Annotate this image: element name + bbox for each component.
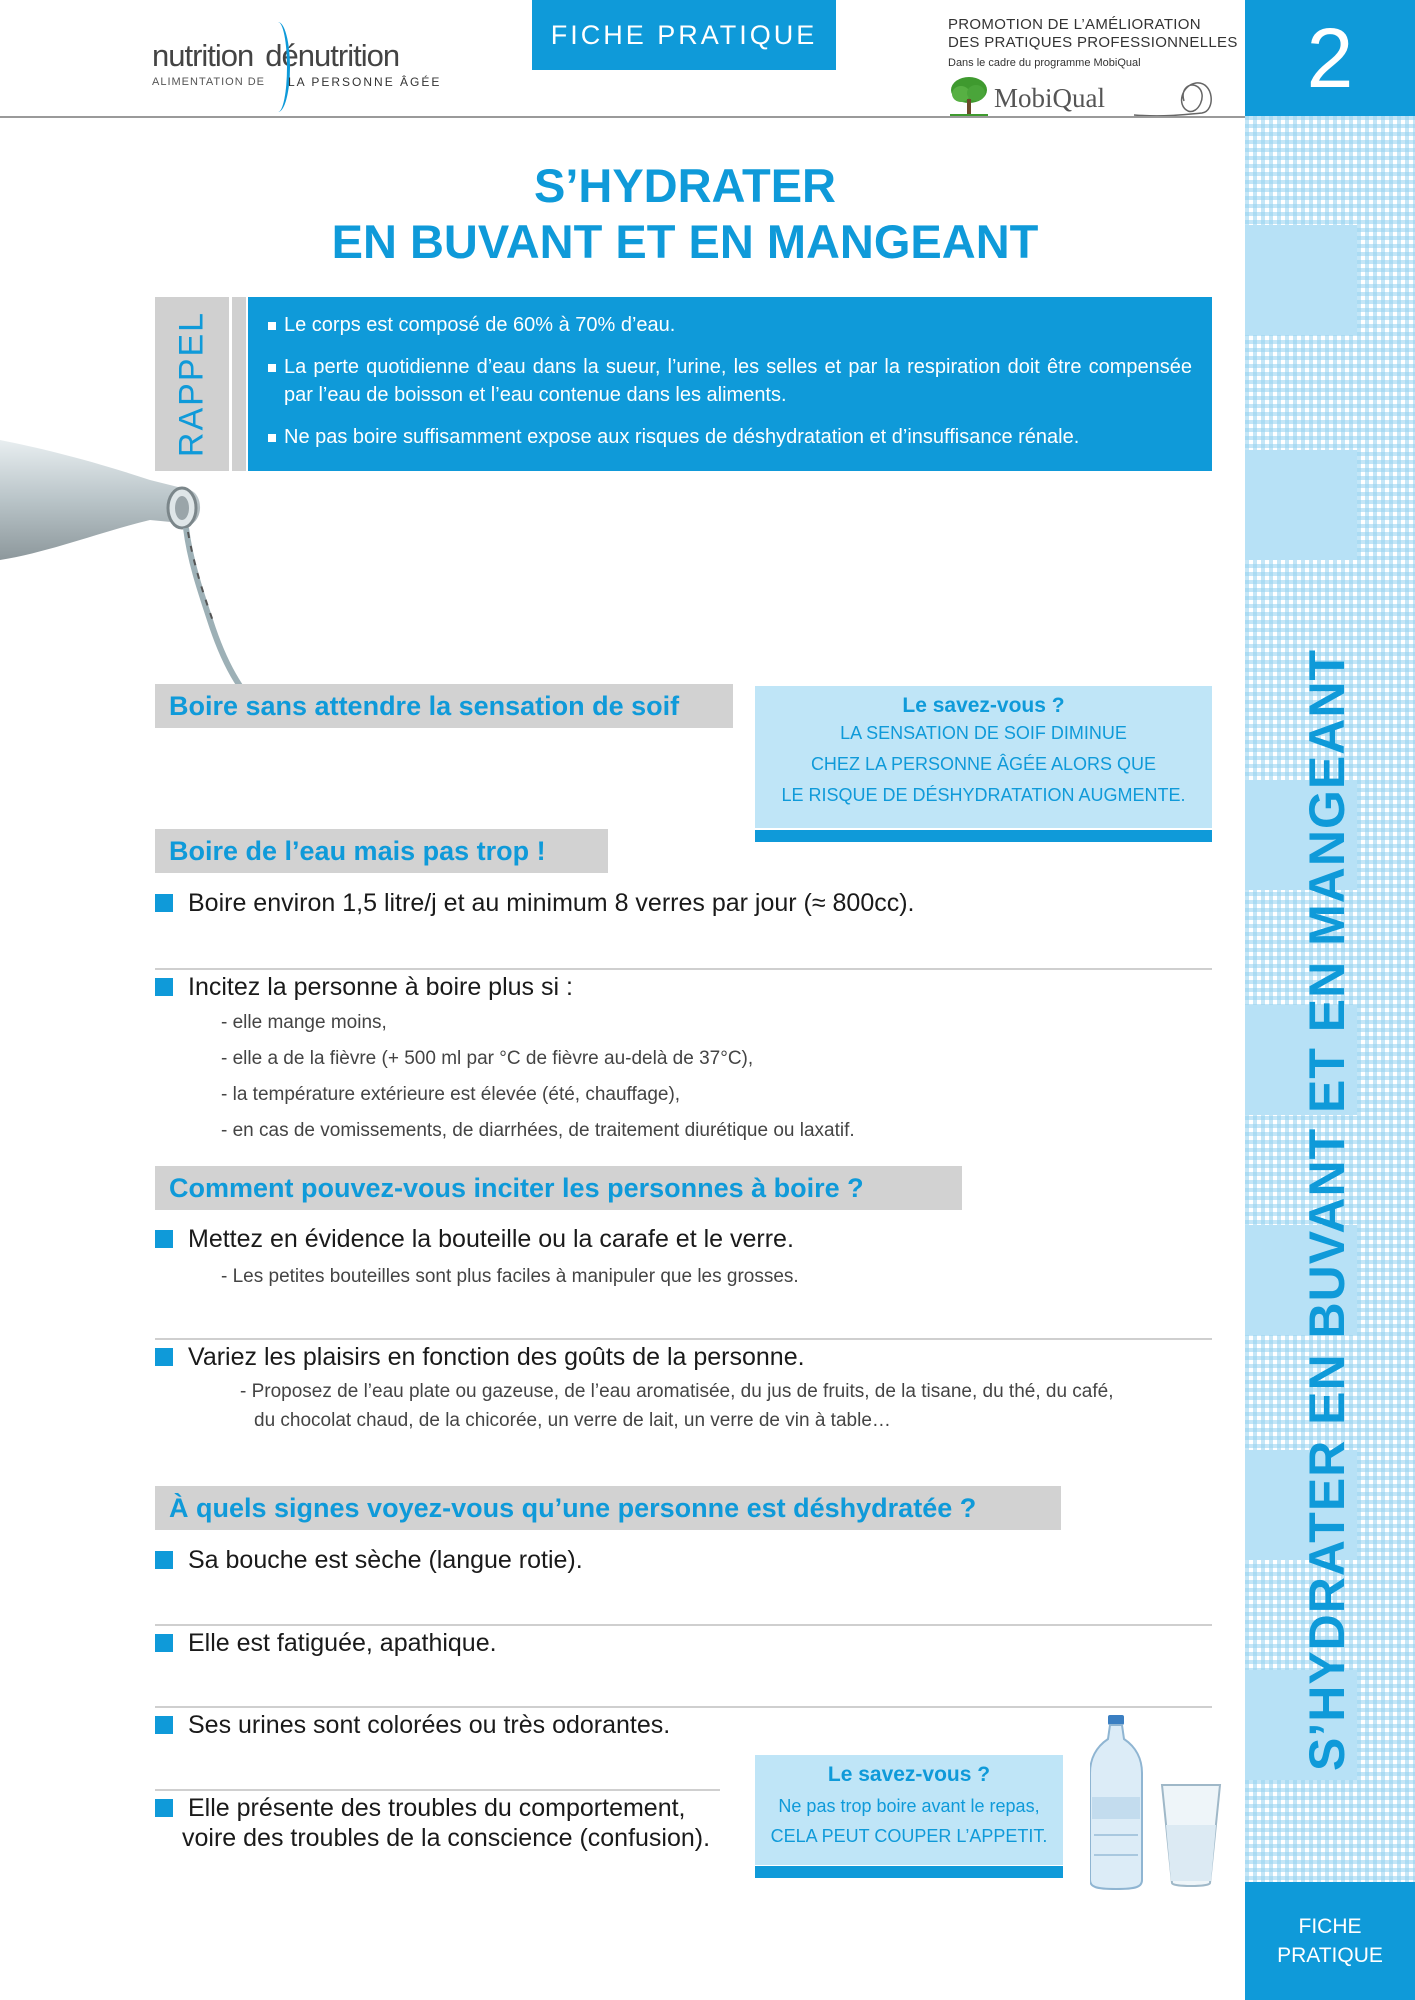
bullet-text: Variez les plaisirs en fonction des goûts de la personne. bbox=[188, 1343, 805, 1371]
info-box-appetite bbox=[755, 1755, 1063, 1865]
page-title-line-2: EN BUVANT ET EN MANGEANT bbox=[331, 215, 1039, 268]
bullet-square-icon bbox=[155, 978, 173, 996]
info-box-line: CELA PEUT COUPER L’APPETIT. bbox=[770, 1826, 1048, 1846]
info-box-line: LA SENSATION DE SOIF DIMINUE bbox=[840, 723, 1127, 743]
tree-icon bbox=[948, 75, 990, 117]
scribble-icon bbox=[1132, 75, 1216, 119]
bullet-text: Elle présente des troubles du comportement, bbox=[188, 1794, 686, 1822]
bullet-square-icon bbox=[155, 1551, 173, 1569]
section-heading-signs: À quels signes voyez-vous qu’une personne est déshydratée ? bbox=[155, 1486, 1061, 1530]
sub-list-item: du chocolat chaud, de la chicorée, un verre de lait, un verre de vin à table… bbox=[254, 1410, 891, 1431]
bullet-square-icon bbox=[155, 1716, 173, 1734]
promo-program: Dans le cadre du programme MobiQual bbox=[948, 57, 1141, 69]
footer-line-1: FICHE bbox=[1298, 1915, 1362, 1938]
bullet-text: Boire environ 1,5 litre/j et au minimum 8 verres par jour (≈ 800cc). bbox=[188, 889, 915, 917]
info-box-thirst bbox=[755, 686, 1212, 828]
rappel-box bbox=[248, 297, 1212, 471]
logo-subtitle-left: ALIMENTATION DE bbox=[152, 76, 265, 88]
footer-line-2: PRATIQUE bbox=[1277, 1944, 1383, 1967]
info-box-line: CHEZ LA PERSONNE ÂGÉE ALORS QUE bbox=[810, 754, 1157, 774]
bullet-item bbox=[155, 1710, 670, 1740]
info-box-line: LE RISQUE DE DÉSHYDRATATION AUGMENTE. bbox=[781, 785, 1186, 805]
promo-line-2: DES PRATIQUES PROFESSIONNELLES bbox=[948, 34, 1238, 51]
sub-list-item: - la température extérieure est élevée (été, chauffage), bbox=[221, 1084, 681, 1105]
bullet-item bbox=[155, 972, 573, 1002]
bullet-text: Ses urines sont colorées ou très odorantes. bbox=[188, 1711, 671, 1739]
divider-line bbox=[155, 1789, 720, 1791]
bullet-item bbox=[155, 888, 915, 918]
water-bottle-glass-illustration bbox=[1090, 1715, 1240, 1890]
footer-fiche-pratique bbox=[1245, 1882, 1415, 2000]
sub-list-item: - elle a de la fièvre (+ 500 ml par °C de fièvre au-delà de 37°C), bbox=[221, 1048, 754, 1069]
sub-list bbox=[221, 1259, 799, 1295]
sub-list-item: - en cas de vomissements, de diarrhées, de traitement diurétique ou laxatif. bbox=[221, 1120, 855, 1141]
bullet-text: Elle est fatiguée, apathique. bbox=[188, 1629, 497, 1657]
logo-word-nutrition: nutrition bbox=[152, 38, 254, 73]
section-heading-incite: Comment pouvez-vous inciter les personnes à boire ? bbox=[155, 1166, 962, 1210]
sub-list bbox=[221, 1005, 855, 1149]
bullet-item bbox=[155, 1793, 710, 1853]
rappel-item: Le corps est composé de 60% à 70% d’eau. bbox=[268, 311, 1192, 339]
divider-line bbox=[155, 1706, 1212, 1708]
bullet-item bbox=[155, 1342, 805, 1372]
sub-list-item: - elle mange moins, bbox=[221, 1012, 387, 1033]
promo-block bbox=[948, 16, 1238, 119]
page-title-line-1: S’HYDRATER bbox=[533, 159, 837, 212]
bullet-square-icon bbox=[155, 1348, 173, 1366]
sub-list bbox=[240, 1377, 1114, 1435]
info-box-title: Le savez-vous ? bbox=[902, 694, 1065, 717]
vertical-title: S’HYDRATER EN BUVANT ET EN MANGEANT bbox=[1299, 648, 1355, 1772]
section-heading-thirst: Boire sans attendre la sensation de soif bbox=[155, 684, 733, 728]
info-box-bar bbox=[755, 830, 1212, 842]
header-divider bbox=[0, 116, 1245, 118]
bullet-text: voire des troubles de la conscience (confusion). bbox=[182, 1824, 711, 1852]
sub-list-item: - Proposez de l’eau plate ou gazeuse, de l’eau aromatisée, du jus de fruits, de la tisane, du thé, du café, bbox=[240, 1381, 1114, 1402]
info-box-bar bbox=[755, 1866, 1063, 1878]
section-heading-water: Boire de l’eau mais pas trop ! bbox=[155, 829, 608, 873]
sidebar-check-block bbox=[1245, 450, 1357, 560]
rappel-label: RAPPEL bbox=[172, 310, 211, 458]
logo bbox=[152, 22, 442, 114]
bullet-square-icon bbox=[155, 894, 173, 912]
fiche-pratique-tab: FICHE PRATIQUE bbox=[532, 0, 836, 70]
bullet-item bbox=[155, 1545, 583, 1575]
rappel-item: Ne pas boire suffisamment expose aux risques de déshydratation et d’insuffisance rénale. bbox=[268, 423, 1192, 451]
bullet-item bbox=[155, 1224, 794, 1254]
bullet-square-icon bbox=[155, 1230, 173, 1248]
bullet-text: Incitez la personne à boire plus si : bbox=[188, 973, 573, 1001]
rappel-item: La perte quotidienne d’eau dans la sueur, l’urine, les selles et par la respiration doit être compensée par l’eau de boisson et l’eau contenue dans les aliments. bbox=[268, 353, 1192, 409]
bullet-square-icon bbox=[155, 1799, 173, 1817]
bullet-square-icon bbox=[155, 1634, 173, 1652]
promo-line-1: PROMOTION DE L’AMÉLIORATION bbox=[948, 16, 1201, 33]
page-number: 2 bbox=[1245, 0, 1415, 116]
info-box-line: Ne pas trop boire avant le repas, bbox=[778, 1796, 1040, 1816]
page-title bbox=[150, 158, 1220, 270]
logo-subtitle-right: LA PERSONNE ÂGÉE bbox=[288, 75, 442, 89]
divider-line bbox=[155, 1338, 1212, 1340]
logo-word-denutrition: dénutrition bbox=[265, 38, 400, 73]
mobiqual-logo bbox=[948, 75, 1218, 119]
divider-line bbox=[155, 1624, 1212, 1626]
pouring-bottle-illustration bbox=[0, 420, 250, 690]
divider-line bbox=[155, 968, 1212, 970]
sidebar-check-block bbox=[1245, 225, 1357, 335]
sub-list-item: - Les petites bouteilles sont plus faciles à manipuler que les grosses. bbox=[221, 1266, 799, 1287]
info-box-title: Le savez-vous ? bbox=[827, 1763, 991, 1786]
logo-arc bbox=[266, 22, 290, 112]
bullet-text: Sa bouche est sèche (langue rotie). bbox=[188, 1546, 583, 1574]
bullet-text: Mettez en évidence la bouteille ou la carafe et le verre. bbox=[188, 1225, 794, 1253]
mobiqual-wordmark: MobiQual bbox=[994, 83, 1105, 113]
bullet-item bbox=[155, 1628, 497, 1658]
